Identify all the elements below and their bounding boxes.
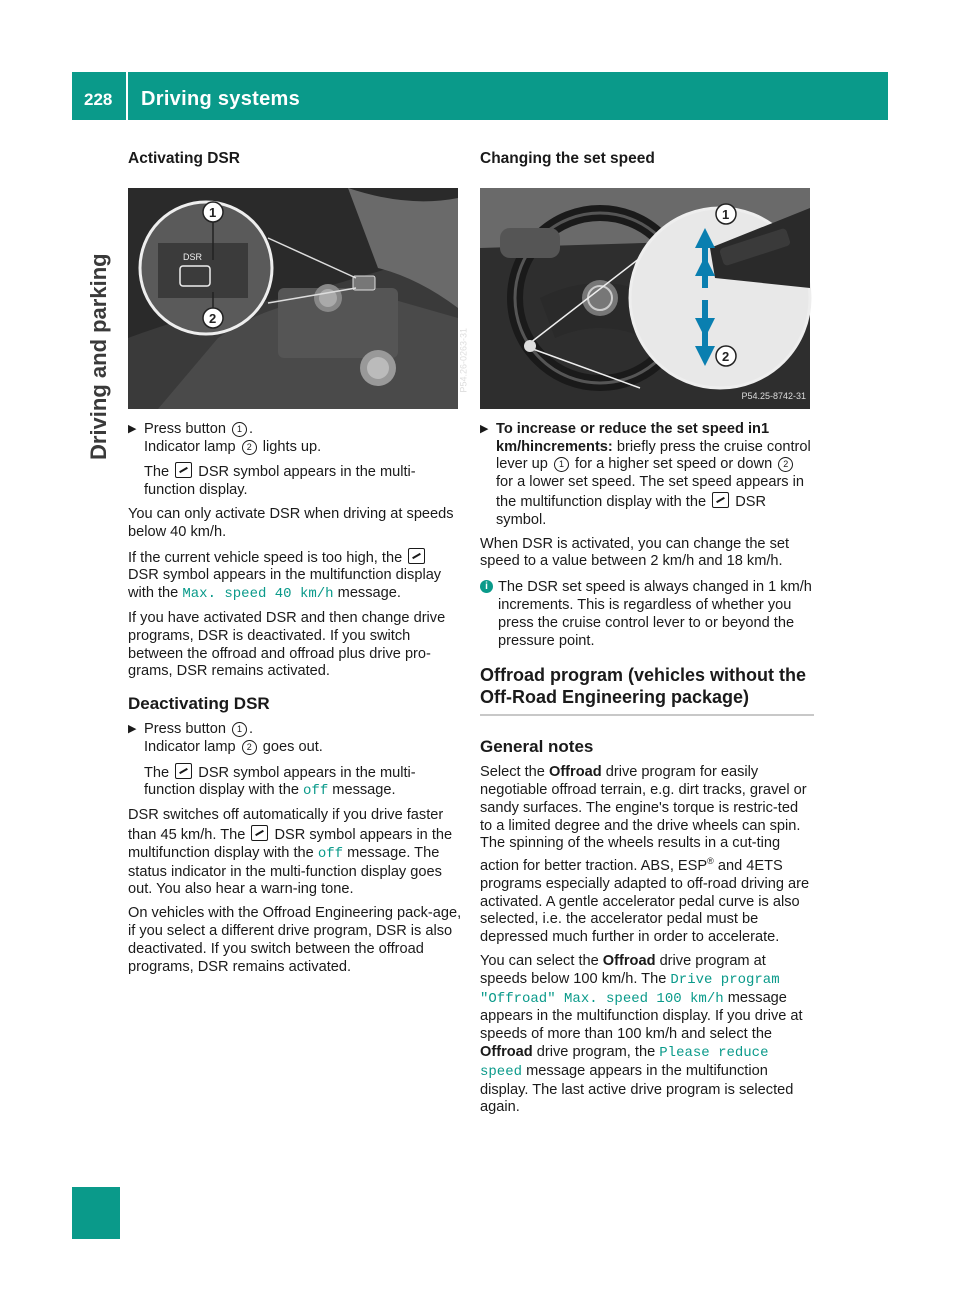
step-text: . [249, 420, 254, 437]
paragraph-text: and 4ETS programs especially adapted to off-road driving are activated. A gentle accelerator pedal curve is also selected, i.e. the accelerator pedal must be depressed much further in order to accelerate. [480, 858, 810, 946]
dsr-symbol-icon [251, 825, 268, 841]
callout-ref-2: 2 [778, 457, 793, 472]
step-text: The [144, 464, 170, 481]
step-text: Indicator lamp [144, 438, 236, 455]
dsr-symbol-icon [408, 548, 425, 564]
section-rule [480, 714, 814, 716]
figure-code: P54.26-0263-31 [459, 327, 469, 393]
display-message: off [317, 845, 344, 862]
step-press-button-activate [128, 421, 462, 500]
figure-code: P54.25-8742-31 [741, 391, 806, 401]
paragraph-text: message. [337, 585, 401, 602]
figure-cruise-lever [480, 188, 810, 409]
paragraph-text: DSR switches off automatically if you drive faster than 45 km/h. The [128, 807, 444, 843]
dsr-symbol-icon [712, 492, 729, 508]
paragraph-text: drive program for easily negotiable offroad terrain, e.g. dirt tracks, gravel or sandy surfaces. The engine's torque is restric-ted to a limited degree and the drive wheels can spin. The spinning of the wheels results in a cut-ting action for better traction. ABS, ESP [480, 764, 807, 874]
paragraph-offroad-select [480, 764, 814, 947]
figure-dsr-button [128, 188, 469, 409]
step-text: Indicator lamp [144, 738, 236, 755]
side-chapter-label [86, 110, 114, 470]
paragraph-text: Select the [480, 764, 545, 781]
step-text: for a higher set speed or down [575, 456, 773, 473]
paragraph-text: drive program at speeds below 100 km/h. The [480, 952, 766, 987]
callout-ref-1: 1 [554, 457, 569, 472]
dsr-symbol-icon [175, 462, 192, 478]
display-message: Please reduce speed [480, 1044, 769, 1080]
step-arrow-icon: ▶ [128, 722, 137, 735]
page-number: 228 [84, 90, 113, 109]
step-press-button-deactivate [128, 721, 462, 801]
display-message: off [303, 783, 329, 800]
cruise-lever-illustration [480, 188, 810, 409]
heading-deactivating-dsr: Deactivating DSR [128, 694, 270, 714]
callout-ref-2: 2 [242, 440, 257, 455]
step-text: lights up. [262, 438, 322, 455]
paragraph-auto-off [128, 807, 462, 899]
heading-offroad-program: Offroad program (vehicles without the Off-Road Engineering package) [480, 665, 807, 708]
step-text: message. [332, 782, 396, 799]
paragraph-text: message appears in the multifunction display. The last active drive program is selected again. [480, 1062, 794, 1116]
info-icon: i [480, 580, 493, 593]
heading-general-notes: General notes [480, 737, 594, 757]
paragraph-text: DSR symbol appears in the multifunction display with the [128, 826, 453, 861]
step-arrow-icon: ▶ [480, 422, 489, 435]
step-change-speed [480, 421, 814, 530]
paragraph-text: You can select the [480, 952, 599, 969]
note-text: The DSR set speed is always changed in 1 km/h increments. This is regardless of whether you press the cruise control lever to or beyond the pressure point. [498, 579, 812, 649]
info-note [480, 579, 814, 650]
paragraph-change-programs: If you have activated DSR and then change drive programs, DSR is deactivated. If you switch between the offroad and offroad plus drive pro-grams, DSR remains activated. [128, 609, 446, 680]
step-arrow-icon: ▶ [128, 422, 137, 435]
callout-ref-2: 2 [242, 740, 257, 755]
callout-ref-1: 1 [232, 722, 247, 737]
callout-1: 1 [209, 204, 217, 220]
step-text: The [144, 764, 170, 781]
paragraph-speed-too-high [128, 548, 462, 604]
left-column [128, 150, 469, 982]
header-divider [126, 72, 128, 120]
step-text: Press button [144, 420, 226, 437]
dsr-console-illustration [128, 188, 458, 409]
heading-changing-set-speed: Changing the set speed [480, 150, 655, 167]
step-text: goes out. [262, 738, 323, 755]
callout-ref-1: 1 [232, 422, 247, 437]
program-name: Offroad [480, 1043, 533, 1060]
callout-2: 2 [209, 310, 217, 326]
display-message: Drive program "Offroad" Max. speed 100 km/h [480, 971, 780, 1007]
paragraph-text: message appears in the multifunction display. If you drive at speeds of more than 100 km/h and select the [480, 989, 803, 1043]
display-message: Max. speed 40 km/h [182, 586, 334, 603]
heading-activating-dsr: Activating DSR [128, 150, 240, 167]
dsr-button-label: DSR [183, 251, 203, 262]
program-name: Offroad [548, 764, 602, 781]
paragraph-text: If the current vehicle speed is too high, the [128, 549, 403, 566]
step-text: DSR symbol appears in the multi-function display with the [144, 764, 416, 799]
paragraph-text: message. The status indicator in the multi-function display goes out. You also hear a warn-ing tone. [128, 844, 442, 898]
step-text: briefly press the cruise control lever up [496, 438, 811, 473]
side-tab-marker [72, 1187, 120, 1239]
program-name: Offroad [602, 952, 656, 969]
paragraph-text: DSR symbol appears in the multifunction display with the [128, 567, 442, 602]
step-text: DSR symbol. [496, 493, 767, 528]
paragraph-offroad-speed [480, 953, 814, 1117]
step-text: DSR symbol appears in the multi-function display. [144, 464, 416, 499]
step-bold-text: To increase or reduce the set speed in1 km/hincrements: [496, 420, 770, 455]
paragraph-speed-range: When DSR is activated, you can change the set speed to a value between 2 km/h and 18 km/h. [480, 535, 790, 570]
dsr-symbol-icon [175, 763, 192, 779]
callout-1: 1 [722, 206, 730, 222]
side-chapter-text: Driving and parking [86, 253, 111, 460]
paragraph-speed-limit: You can only activate DSR when driving at speeds below 40 km/h. [128, 505, 454, 540]
right-column [480, 150, 814, 1123]
paragraph-offroad-engineering: On vehicles with the Offroad Engineering pack-age, if you select a different drive program, DSR is also deactivated. If you switch between the offroad programs, DSR remains activated. [128, 905, 462, 975]
registered-mark: ® [707, 856, 714, 867]
paragraph-text: drive program, the [536, 1043, 656, 1060]
step-text: Press button [144, 720, 226, 737]
step-text: . [249, 720, 254, 737]
step-text: for a lower set speed. The set speed appears in the multifunction display with the [496, 474, 805, 510]
section-title: Driving systems [141, 88, 301, 110]
callout-2: 2 [722, 348, 730, 364]
